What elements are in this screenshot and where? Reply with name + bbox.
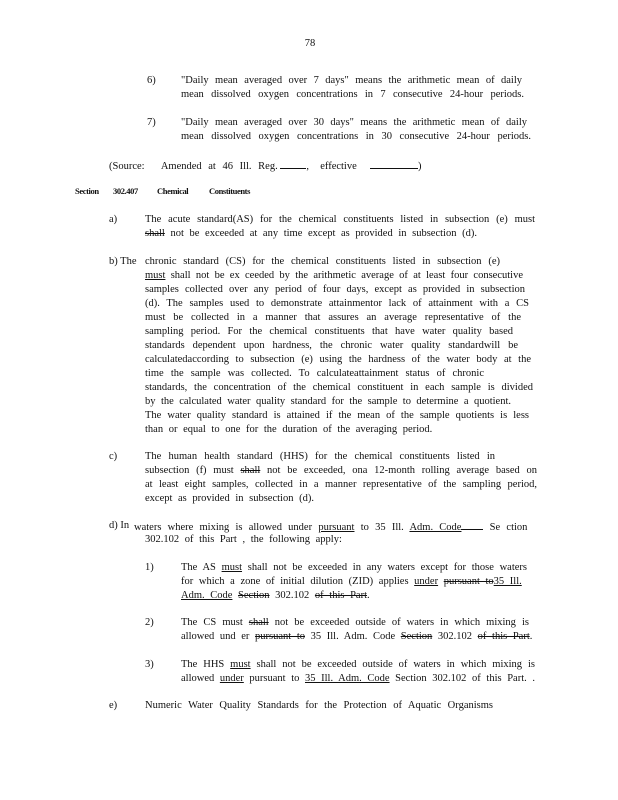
d2-line-2-b: 35 Ill. Adm. Code bbox=[304, 631, 401, 642]
d3-line-1-b: shall not be exceeded outside of waters in which mixing is bbox=[250, 659, 535, 670]
subsection-b-label: b) The bbox=[109, 256, 137, 267]
subsection-b-line-13: than or equal to one for the duration of the averaging period. bbox=[145, 424, 433, 435]
struck-section-d1: Section bbox=[238, 590, 270, 601]
inserted-under-d1: under bbox=[414, 576, 439, 587]
d2-line-1 bbox=[181, 617, 529, 629]
subsection-b-line-12: The water quality standard is attained if the mean of the sample quotients is less bbox=[145, 410, 529, 421]
subsection-d-line-1-c: Se ction bbox=[483, 522, 528, 533]
section-title-2: Constituents bbox=[209, 186, 251, 196]
d1-label: 1) bbox=[145, 562, 154, 573]
d1-line-2 bbox=[181, 576, 522, 588]
subsection-e-label: e) bbox=[109, 700, 118, 711]
source-text: Amended at 46 Ill. Reg. bbox=[160, 161, 278, 172]
struck-shall-d2: shall bbox=[248, 617, 269, 628]
reg-blank bbox=[280, 159, 306, 169]
d3-line-1-a: The HHS bbox=[181, 659, 231, 670]
item-7-label: 7) bbox=[147, 117, 156, 128]
source-note bbox=[109, 159, 422, 173]
d1-line-3-end: . bbox=[367, 590, 370, 601]
subsection-b-line-4: (d). The samples used to demonstrate attainmentor lack of attainment with a CS bbox=[145, 298, 529, 309]
subsection-b-line-6: sampling period. For the chemical constituents that have water quality based bbox=[145, 326, 513, 337]
inserted-adm-code: Adm. Code bbox=[409, 522, 462, 533]
subsection-d-line-1-a: waters where mixing is allowed under bbox=[134, 522, 319, 533]
subsection-a-label: a) bbox=[109, 214, 118, 225]
d2-line-2-end: . bbox=[529, 631, 533, 642]
d3-line-1 bbox=[181, 659, 535, 671]
d3-line-2-b: pursuant to bbox=[243, 673, 305, 684]
subsection-c-line-2-b: not be exceeded, ona 12-month rolling average based on bbox=[260, 465, 537, 476]
d3-line-2-c: Section 302.102 of this Part. . bbox=[389, 673, 535, 684]
item-7-line-2: mean dissolved oxygen concentrations in 30 consecutive 24-hour periods. bbox=[181, 131, 531, 142]
inserted-35-ill: 35 Ill. bbox=[493, 576, 522, 587]
d1-line-2-a: for which a zone of initial dilution (ZID) applies bbox=[181, 576, 415, 587]
source-open: (Source: bbox=[109, 161, 145, 172]
page-number: 78 bbox=[304, 38, 316, 49]
subsection-d-line-1-b: to 35 Ill. bbox=[354, 522, 410, 533]
subsection-b-line-10: standards, the concentration of the chemical constituent in each sample is divided bbox=[145, 382, 533, 393]
subsection-d-line-1 bbox=[134, 520, 527, 534]
subsection-c-line-2 bbox=[145, 465, 537, 477]
subsection-e-line-1: Numeric Water Quality Standards for the Protection of Aquatic Organisms bbox=[145, 700, 493, 711]
subsection-b-line-9: time the sample was collected. To calculateattainment status of chronic bbox=[145, 368, 484, 379]
d-blank bbox=[461, 520, 483, 530]
d2-line-2 bbox=[181, 631, 532, 643]
subsection-c-line-2-a: subsection (f) must bbox=[145, 465, 241, 476]
subsection-d-label: d) In bbox=[109, 520, 130, 531]
subsection-c-line-1: The human health standard (HHS) for the chemical constituents listed in bbox=[145, 451, 495, 462]
subsection-a-line-2-rest: not be exceeded at any time except as provided in subsection (d). bbox=[164, 228, 477, 239]
subsection-b-line-7: standards dependent upon hardness, the chronic water quality standardwill be bbox=[145, 340, 518, 351]
section-number: 302.407 bbox=[113, 186, 138, 196]
item-7-line-1: "Daily mean averaged over 30 days" means the arithmetic mean of daily bbox=[181, 117, 527, 128]
d1-line-3-b: 302.102 bbox=[269, 590, 315, 601]
effective-blank bbox=[370, 159, 418, 169]
struck-of-this-part-d1: of this Part bbox=[314, 590, 368, 601]
d3-line-2 bbox=[181, 673, 535, 685]
struck-pursuant-to: pursuant to bbox=[443, 576, 494, 587]
struck-shall-c: shall bbox=[240, 465, 261, 476]
inserted-35-ill-adm-code: 35 Ill. Adm. Code bbox=[305, 673, 390, 684]
struck-pursuant-to-d2: pursuant to bbox=[255, 631, 305, 642]
item-6-label: 6) bbox=[147, 75, 156, 86]
section-word: Section bbox=[75, 186, 99, 196]
inserted-under-d3: under bbox=[219, 673, 244, 684]
d2-line-1-a: The CS must bbox=[181, 617, 249, 628]
subsection-b-line-2 bbox=[145, 270, 523, 282]
source-effective: effective bbox=[320, 161, 357, 172]
inserted-must-d1: must bbox=[221, 562, 243, 573]
inserted-pursuant: pursuant bbox=[318, 522, 355, 533]
subsection-b-line-8: calculatedaccording to subsection (e) using the hardness of the water body at the bbox=[145, 354, 531, 365]
source-comma: , bbox=[306, 161, 309, 172]
section-title-1: Chemical bbox=[157, 186, 189, 196]
subsection-c-line-3: at least eight samples, collected in a manner representative of the sampling period, bbox=[145, 479, 537, 490]
item-6-line-1: "Daily mean averaged over 7 days" means the arithmetic mean of daily bbox=[181, 75, 522, 86]
d2-line-1-b: not be exceeded outside of waters in which mixing is bbox=[268, 617, 530, 628]
d1-line-1-b: shall not be exceeded in any waters except for those waters bbox=[242, 562, 527, 573]
struck-section-d2: Section bbox=[400, 631, 433, 642]
inserted-must-d3: must bbox=[230, 659, 251, 670]
source-close: ) bbox=[418, 161, 422, 172]
subsection-b-line-2-rest: shall not be ex ceeded by the arithmetic average of at least four consecutive bbox=[165, 270, 523, 281]
d3-line-2-a: allowed bbox=[181, 673, 220, 684]
subsection-d-line-2: 302.102 of this Part , the following apply: bbox=[145, 534, 342, 545]
subsection-a-line-1: The acute standard(AS) for the chemical constituents listed in subsection (e) must bbox=[145, 214, 535, 225]
inserted-must: must bbox=[145, 270, 166, 281]
subsection-b-line-3: samples collected over any period of four days, except as provided in subsection bbox=[145, 284, 525, 295]
d1-line-1 bbox=[181, 562, 527, 574]
subsection-b-line-5: must be collected in a manner that assures an average representative of the bbox=[145, 312, 521, 323]
d2-line-2-a: allowed und er bbox=[181, 631, 256, 642]
subsection-c-line-4: except as provided in subsection (d). bbox=[145, 493, 314, 504]
d2-line-2-c: 302.102 bbox=[432, 631, 478, 642]
item-6-line-2: mean dissolved oxygen concentrations in 7 consecutive 24-hour periods. bbox=[181, 89, 524, 100]
struck-of-this-part-d2: of this Part bbox=[477, 631, 530, 642]
subsection-c-label: c) bbox=[109, 451, 118, 462]
d3-label: 3) bbox=[145, 659, 154, 670]
d2-label: 2) bbox=[145, 617, 154, 628]
struck-shall: shall bbox=[145, 228, 165, 239]
subsection-b-line-11: by the calculated water quality standard for the sample to determine a quotient. bbox=[145, 396, 511, 407]
subsection-a-line-2 bbox=[145, 228, 477, 240]
inserted-adm-code-d1: Adm. Code bbox=[181, 590, 233, 601]
d1-line-3 bbox=[181, 590, 370, 602]
subsection-b-line-1: chronic standard (CS) for the chemical constituents listed in subsection (e) bbox=[145, 256, 500, 267]
d1-line-1-a: The AS bbox=[181, 562, 222, 573]
